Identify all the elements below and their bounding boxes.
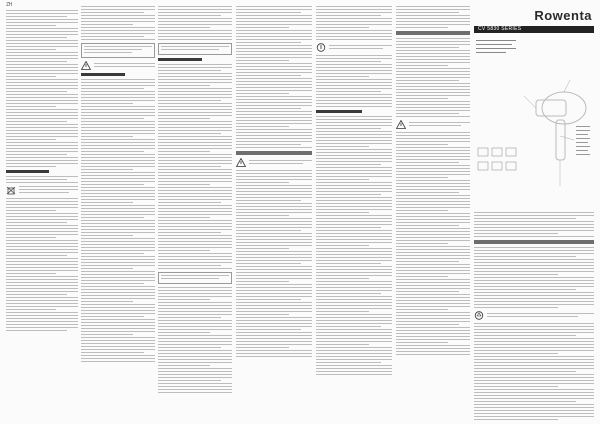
hand-icon — [316, 43, 326, 52]
environment-notice — [474, 311, 594, 320]
recycle-bin-icon — [6, 186, 16, 195]
product-illustration — [474, 36, 594, 201]
text-column-1 — [6, 6, 78, 420]
text-column-3 — [158, 6, 232, 420]
text-column-5 — [316, 6, 392, 420]
warning-triangle-icon — [81, 61, 91, 70]
section-band — [396, 31, 470, 35]
brand-logo: Rowenta — [534, 8, 592, 23]
warning-triangle-icon — [396, 120, 406, 129]
warning-notice — [81, 61, 155, 70]
info-box — [158, 43, 232, 55]
page-number: ZH — [6, 2, 13, 8]
info-box — [81, 43, 155, 58]
warning-notice — [396, 120, 470, 129]
model-header-bar — [474, 26, 594, 33]
warning-notice — [236, 158, 312, 167]
model-code: CV 5830 SERIES — [478, 26, 522, 32]
text-column-6 — [396, 6, 470, 420]
recycle-notice — [6, 186, 78, 195]
section-band — [236, 151, 312, 155]
info-box — [158, 272, 232, 284]
hair-dryer-diagram — [474, 36, 594, 201]
text-column-4 — [236, 6, 312, 420]
section-band — [474, 240, 594, 244]
text-column-7 — [474, 212, 594, 420]
environment-icon — [474, 311, 484, 320]
hand-notice — [316, 43, 392, 52]
text-column-2 — [81, 6, 155, 420]
warning-triangle-icon — [236, 158, 246, 167]
